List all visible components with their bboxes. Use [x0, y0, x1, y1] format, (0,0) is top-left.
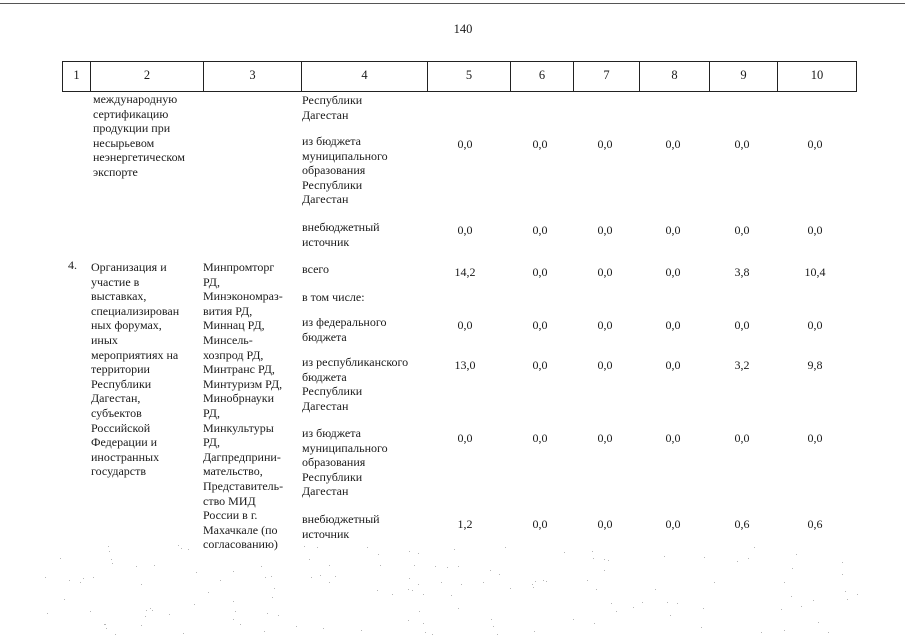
scan-speckle — [454, 549, 455, 550]
item4-executor-text: Минсель- — [203, 333, 253, 347]
scan-speckle — [451, 595, 452, 596]
item4-executor-text: Минпромторг — [203, 260, 275, 274]
scan-speckle — [483, 582, 484, 583]
scan-speckle — [714, 582, 715, 583]
item4-source-text: Дагестан — [302, 484, 349, 499]
item4-executor-text: России в г. — [203, 508, 258, 523]
scan-speckle — [425, 632, 426, 633]
header-col-3: 3 — [203, 62, 301, 91]
scan-speckle — [703, 608, 704, 609]
scan-speckle — [791, 596, 792, 597]
item4-executor-text: ство МИД — [203, 493, 256, 508]
header-col-7: 7 — [573, 62, 639, 91]
item4-r4-value-col7: 0,0 — [597, 358, 613, 372]
cont-source-text: источник — [302, 234, 350, 249]
scan-speckle — [380, 565, 381, 566]
scan-speckle — [510, 588, 511, 589]
item4-executor-text: Минтуризм РД, — [203, 376, 283, 391]
top-rule — [0, 3, 905, 4]
scan-speckle — [309, 559, 310, 560]
header-col-9: 9 — [709, 62, 777, 91]
scan-speckle — [458, 608, 459, 609]
item4-executor-text: Минэкономраз- — [203, 289, 283, 304]
item4-r6-value-col5: 1,2 — [457, 517, 473, 531]
scan-speckle — [784, 630, 785, 631]
item4-executor-text: Минобрнауки — [203, 391, 275, 406]
scan-speckle — [573, 619, 574, 620]
item4-r1-value-col10: 10,4 — [804, 265, 826, 279]
item4-measure-text: территории — [91, 362, 150, 377]
item4-r4-value-col10: 9,8 — [807, 358, 823, 372]
cont-source-text: Республики — [302, 177, 363, 192]
scan-speckle — [233, 571, 234, 572]
item4-executor-text: хозпрод РД, — [203, 347, 264, 362]
item4-r5-value-col5: 0,0 — [457, 431, 473, 445]
scan-speckle — [141, 584, 142, 585]
scan-speckle — [93, 577, 94, 578]
item4-r3-value-col10: 0,0 — [807, 318, 823, 332]
scan-speckle — [458, 566, 459, 567]
scan-speckle — [761, 632, 762, 633]
scan-speckle — [141, 625, 142, 626]
cont-source-text: Дагестан — [302, 192, 349, 207]
cont-source-text: из бюджета — [302, 134, 361, 148]
item4-measure-text: участие в — [91, 274, 140, 289]
header-col-5: 5 — [427, 62, 510, 91]
item4-source-text: всего — [302, 262, 330, 276]
item4-r6-value-col9: 0,6 — [734, 517, 750, 531]
scan-speckle — [194, 604, 195, 605]
scan-speckle — [45, 577, 46, 578]
item4-r4-value-col6: 0,0 — [532, 358, 548, 372]
scan-speckle — [491, 619, 492, 620]
scan-speckle — [818, 622, 819, 623]
scan-speckle — [828, 632, 829, 633]
item4-r5-value-col7: 0,0 — [597, 431, 613, 445]
scan-speckle — [604, 559, 605, 560]
scan-speckle — [616, 611, 617, 612]
cont-measure-text: экспорте — [93, 165, 138, 179]
item4-measure-text: мероприятиях на — [91, 347, 179, 362]
item4-r3-value-col7: 0,0 — [597, 318, 613, 332]
item4-measure-text: Российской — [91, 420, 151, 435]
scan-speckle — [461, 584, 462, 585]
scan-speckle — [796, 554, 797, 555]
item4-measure-text: Дагестан, — [91, 391, 141, 406]
scan-speckle — [534, 631, 535, 632]
scan-speckle — [361, 630, 362, 631]
cont-r2-value-col10: 0,0 — [807, 137, 823, 151]
scan-speckle — [265, 577, 266, 578]
scan-speckle — [311, 577, 312, 578]
scan-speckle — [278, 615, 279, 616]
scan-speckle — [109, 551, 110, 552]
item4-executor-text: РД, — [203, 274, 220, 289]
item4-measure-text: иностранных — [91, 449, 160, 464]
scan-speckle — [105, 624, 106, 625]
scan-speckle — [754, 547, 755, 548]
item4-measure-text: Республики — [91, 376, 152, 391]
scan-speckle — [633, 607, 634, 608]
item4-r6-value-col10: 0,6 — [807, 517, 823, 531]
item4-measure-text: Организация и — [91, 260, 167, 274]
item4-r4-value-col8: 0,0 — [665, 358, 681, 372]
scan-speckle — [587, 580, 588, 581]
scan-speckle — [169, 614, 170, 615]
table-header — [62, 61, 857, 92]
scan-speckle — [152, 610, 153, 611]
scan-speckle — [677, 603, 678, 604]
scan-speckle — [208, 592, 209, 593]
cont-r3-value-col9: 0,0 — [734, 223, 750, 237]
scan-speckle — [499, 574, 500, 575]
scan-speckle — [240, 624, 241, 625]
item4-measure-text: государств — [91, 464, 147, 479]
header-col-8: 8 — [639, 62, 709, 91]
scan-speckle — [154, 565, 155, 566]
scan-speckle — [115, 634, 116, 635]
scan-speckle — [432, 634, 433, 635]
scan-speckle — [847, 599, 848, 600]
scan-speckle — [493, 626, 494, 627]
scan-speckle — [272, 597, 273, 598]
item4-executor-text: Представитель- — [203, 479, 284, 493]
scan-speckle — [564, 552, 565, 553]
scan-speckle — [447, 567, 448, 568]
cont-r2-value-col6: 0,0 — [532, 137, 548, 151]
cont-r3-value-col6: 0,0 — [532, 223, 548, 237]
cont-r2-value-col7: 0,0 — [597, 137, 613, 151]
item4-r1-value-col8: 0,0 — [665, 265, 681, 279]
scan-speckle — [409, 578, 410, 579]
cont-source-text: образования — [302, 163, 366, 178]
item4-r5-value-col6: 0,0 — [532, 431, 548, 445]
item4-source-text: в том числе: — [302, 290, 365, 304]
item4-executor-text: Махачкале (по — [203, 522, 278, 537]
cont-source-text: Республики — [302, 93, 363, 107]
cont-measure-text: несырьевом — [93, 135, 155, 150]
scan-speckle — [414, 565, 415, 566]
scan-speckle — [813, 600, 814, 601]
scan-speckle — [592, 551, 593, 552]
scan-speckle — [594, 623, 595, 624]
scan-speckle — [233, 619, 234, 620]
scan-speckle — [296, 626, 297, 627]
scan-speckle — [183, 633, 184, 634]
header-col-6: 6 — [510, 62, 573, 91]
cont-measure-text: продукции при — [93, 121, 171, 136]
cont-r2-value-col9: 0,0 — [734, 137, 750, 151]
item4-r6-value-col7: 0,0 — [597, 517, 613, 531]
scan-speckle — [112, 563, 113, 564]
scan-speckle — [188, 549, 189, 550]
scan-speckle — [261, 566, 262, 567]
cont-r3-value-col7: 0,0 — [597, 223, 613, 237]
item4-r1-value-col7: 0,0 — [597, 265, 613, 279]
item4-measure-text: субъектов — [91, 406, 142, 420]
cont-r3-value-col10: 0,0 — [807, 223, 823, 237]
item4-source-text: из бюджета — [302, 426, 361, 440]
item4-source-text: Республики — [302, 384, 363, 399]
scan-speckle — [271, 576, 272, 577]
scan-speckle — [408, 620, 409, 621]
scan-speckle — [367, 547, 368, 548]
item4-measure-text: иных — [91, 333, 118, 347]
scan-speckle — [47, 613, 48, 614]
scan-speckle — [842, 562, 843, 563]
item4-executor-text: Минтранс РД, — [203, 362, 275, 377]
scan-speckle — [701, 627, 702, 628]
scan-speckle — [543, 580, 544, 581]
item4-executor-text: мательство, — [203, 464, 263, 479]
scan-speckle — [441, 582, 442, 583]
cont-source-text: Дагестан — [302, 107, 349, 122]
scan-speckle — [264, 631, 265, 632]
scan-speckle — [667, 602, 668, 603]
cont-r3-value-col5: 0,0 — [457, 223, 473, 237]
scan-speckle — [801, 606, 802, 607]
cont-source-text: внебюджетный — [302, 220, 380, 234]
header-col-1: 1 — [73, 68, 80, 82]
scan-speckle — [419, 611, 420, 612]
scan-speckle — [418, 584, 419, 585]
scan-speckle — [490, 570, 491, 571]
scan-speckle — [106, 628, 107, 629]
item4-r3-value-col5: 0,0 — [457, 318, 473, 332]
item4-executor-text: Дагпредприни- — [203, 449, 281, 464]
scan-speckle — [83, 578, 84, 579]
scan-speckle — [704, 557, 705, 558]
scan-speckle — [317, 547, 318, 548]
scan-speckle — [409, 551, 410, 552]
scan-speckle — [418, 553, 419, 554]
scan-speckle — [377, 590, 378, 591]
scan-speckle — [60, 558, 61, 559]
item4-executor-text: Минкультуры — [203, 420, 274, 435]
scan-speckle — [178, 545, 179, 546]
item4-r5-value-col8: 0,0 — [665, 431, 681, 445]
scan-speckle — [146, 610, 147, 611]
scan-speckle — [304, 546, 305, 547]
scan-speckle — [505, 547, 506, 548]
item4-r5-value-col9: 0,0 — [734, 431, 750, 445]
scan-speckle — [392, 594, 393, 595]
scan-speckle — [642, 602, 643, 603]
item4-executor-text: вития РД, — [203, 303, 253, 318]
item4-source-text: источник — [302, 526, 350, 541]
scan-speckle — [655, 589, 656, 590]
scan-speckle — [845, 591, 846, 592]
scan-speckle — [664, 556, 665, 557]
header-col-10: 10 — [777, 62, 856, 91]
item-number: 4. — [68, 258, 77, 272]
scan-speckle — [233, 601, 234, 602]
cont-r3-value-col8: 0,0 — [665, 223, 681, 237]
item4-source-text: Дагестан — [302, 398, 349, 413]
scan-speckle — [611, 603, 612, 604]
scan-speckle — [533, 587, 534, 588]
scan-speckle — [423, 623, 424, 624]
item4-measure-text: Федерации и — [91, 435, 158, 450]
item4-r4-value-col9: 3,2 — [734, 358, 750, 372]
item4-source-text: бюджета — [302, 369, 347, 384]
item4-r3-value-col9: 0,0 — [734, 318, 750, 332]
scan-speckle — [196, 572, 197, 573]
scan-speckle — [546, 581, 547, 582]
scan-speckle — [329, 582, 330, 583]
scan-speckle — [604, 570, 605, 571]
item4-source-text: Республики — [302, 469, 363, 484]
scan-speckle — [596, 589, 597, 590]
item4-r1-value-col5: 14,2 — [454, 265, 476, 279]
item4-source-text: внебюджетный — [302, 512, 380, 526]
item4-source-text: бюджета — [302, 329, 347, 344]
scan-speckle — [737, 561, 738, 562]
scan-speckle — [857, 594, 858, 595]
scan-speckle — [408, 589, 409, 590]
scan-speckle — [378, 554, 379, 555]
scan-speckle — [608, 560, 609, 561]
item4-r1-value-col9: 3,8 — [734, 265, 750, 279]
scan-speckle — [69, 580, 70, 581]
item4-measure-text: ных форумах, — [91, 318, 162, 333]
cont-r2-value-col5: 0,0 — [457, 137, 473, 151]
scan-speckle — [181, 548, 182, 549]
item4-executor-text: РД, — [203, 435, 220, 450]
item4-r3-value-col6: 0,0 — [532, 318, 548, 332]
cont-r2-value-col8: 0,0 — [665, 137, 681, 151]
item4-executor-text: согласованию) — [203, 537, 278, 552]
scan-speckle — [150, 608, 151, 609]
scan-speckle — [423, 594, 424, 595]
item4-r4-value-col5: 13,0 — [454, 358, 476, 372]
header-col-2: 2 — [90, 62, 203, 91]
scan-speckle — [323, 628, 324, 629]
scan-speckle — [64, 599, 65, 600]
scan-speckle — [145, 616, 146, 617]
scan-speckle — [235, 611, 236, 612]
cont-measure-text: неэнергетическом — [93, 150, 185, 165]
cont-measure-text: сертификацию — [93, 106, 169, 121]
item4-source-text: образования — [302, 455, 366, 470]
scan-speckle — [748, 558, 749, 559]
scan-speckle — [320, 575, 321, 576]
scan-speckle — [80, 582, 81, 583]
scan-speckle — [90, 611, 91, 612]
scan-speckle — [593, 558, 594, 559]
item4-r5-value-col10: 0,0 — [807, 431, 823, 445]
scan-speckle — [842, 574, 843, 575]
item4-executor-text: Миннац РД, — [203, 318, 265, 333]
item4-measure-text: специализирован — [91, 303, 180, 318]
scan-speckle — [670, 615, 671, 616]
item4-r1-value-col6: 0,0 — [532, 265, 548, 279]
item4-measure-text: выставках, — [91, 289, 147, 304]
page-number: 140 — [453, 22, 473, 36]
scan-speckle — [104, 624, 105, 625]
scan-speckle — [412, 590, 413, 591]
scan-speckle — [784, 582, 785, 583]
scan-speckle — [220, 580, 221, 581]
header-col-4: 4 — [301, 62, 427, 91]
item4-source-text: из федерального — [302, 315, 387, 329]
scan-speckle — [267, 613, 268, 614]
scan-speckle — [535, 581, 536, 582]
scan-speckle — [329, 565, 330, 566]
item4-executor-text: РД, — [203, 406, 220, 420]
scan-speckle — [792, 568, 793, 569]
item4-r3-value-col8: 0,0 — [665, 318, 681, 332]
scan-speckle — [274, 588, 275, 589]
scan-speckle — [532, 584, 533, 585]
scan-speckle — [335, 576, 336, 577]
item4-source-text: из республиканского — [302, 355, 409, 369]
scan-speckle — [497, 634, 498, 635]
scan-speckle — [435, 566, 436, 567]
scan-speckle — [781, 609, 782, 610]
cont-source-text: муниципального — [302, 148, 388, 163]
scan-speckle — [108, 546, 109, 547]
scan-speckle — [136, 566, 137, 567]
scan-speckle — [111, 559, 112, 560]
item4-r6-value-col6: 0,0 — [532, 517, 548, 531]
item4-source-text: муниципального — [302, 440, 388, 455]
cont-measure-text: международную — [93, 92, 178, 106]
item4-r6-value-col8: 0,0 — [665, 517, 681, 531]
